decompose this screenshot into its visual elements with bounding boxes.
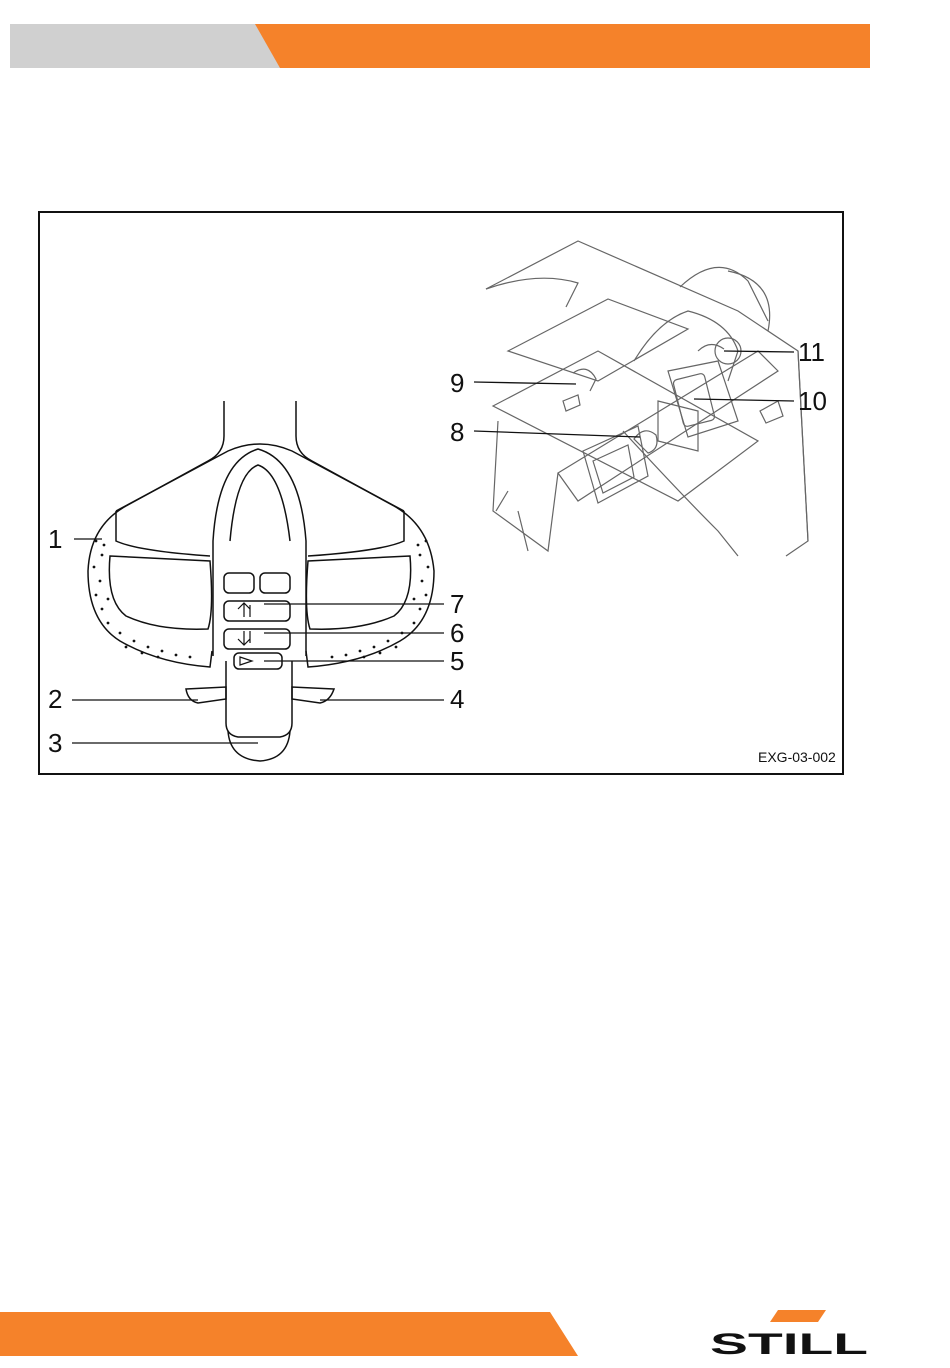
leader-10 [694,399,794,401]
cockpit-drawing [486,241,808,556]
leader-8 [474,431,640,437]
leader-11 [724,351,794,352]
callout-11: 11 [798,337,825,367]
callout-9: 9 [450,368,465,398]
control-elements-figure [38,211,844,775]
header-grey-tab [10,24,300,68]
header-band [10,24,870,68]
leader-lines [72,351,794,743]
tiller-head-drawing [88,401,434,761]
footer-orange-bar [0,1312,578,1356]
footer-band [0,1312,580,1356]
callout-1: 1 [48,524,63,554]
callout-7: 7 [450,589,465,619]
callout-5: 5 [450,646,465,676]
callout-2: 2 [48,684,63,714]
still-logo [708,1310,870,1360]
callout-3: 3 [48,728,63,758]
callout-10: 10 [798,386,827,416]
callout-4: 4 [450,684,465,714]
header-orange-bar [255,24,870,68]
logo-text: STILL [710,1328,868,1360]
callout-6: 6 [450,618,465,648]
logo-accent [770,1310,826,1322]
callout-8: 8 [450,417,465,447]
leader-9 [474,382,576,384]
figure-code: EXG-03-002 [758,749,836,765]
